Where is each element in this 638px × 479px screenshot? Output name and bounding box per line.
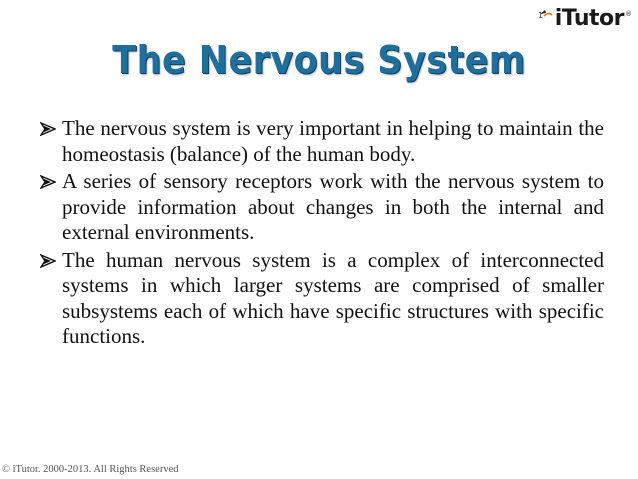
arrowhead-bullet-icon <box>40 248 62 268</box>
list-item <box>40 169 604 246</box>
itutor-logo-icon <box>536 4 554 32</box>
logo-registered-mark: ® <box>625 10 632 18</box>
bullet-text: The nervous system is very important in helping to maintain the homeostasis (balance) of the human body. <box>62 116 604 166</box>
page-title: The Nervous System <box>112 38 526 82</box>
list-item <box>40 116 604 167</box>
arrowhead-bullet-icon <box>40 116 62 136</box>
arrowhead-bullet-icon <box>40 169 62 189</box>
list-item <box>40 248 604 350</box>
copyright-footer: © iTutor. 2000-2013. All Rights Reserved <box>2 464 179 475</box>
svg-text:1: 1 <box>537 11 543 20</box>
itutor-logo <box>536 4 632 34</box>
logo-text: iTutor <box>554 6 624 31</box>
bullet-list <box>40 116 604 352</box>
bullet-text: A series of sensory receptors work with the nervous system to provide information about changes in both the internal and external environments. <box>62 169 604 244</box>
bullet-text: The human nervous system is a complex of interconnected systems in which larger systems are comprised of smaller subsystems each of which have specific structures with specific functions. <box>62 247 604 348</box>
